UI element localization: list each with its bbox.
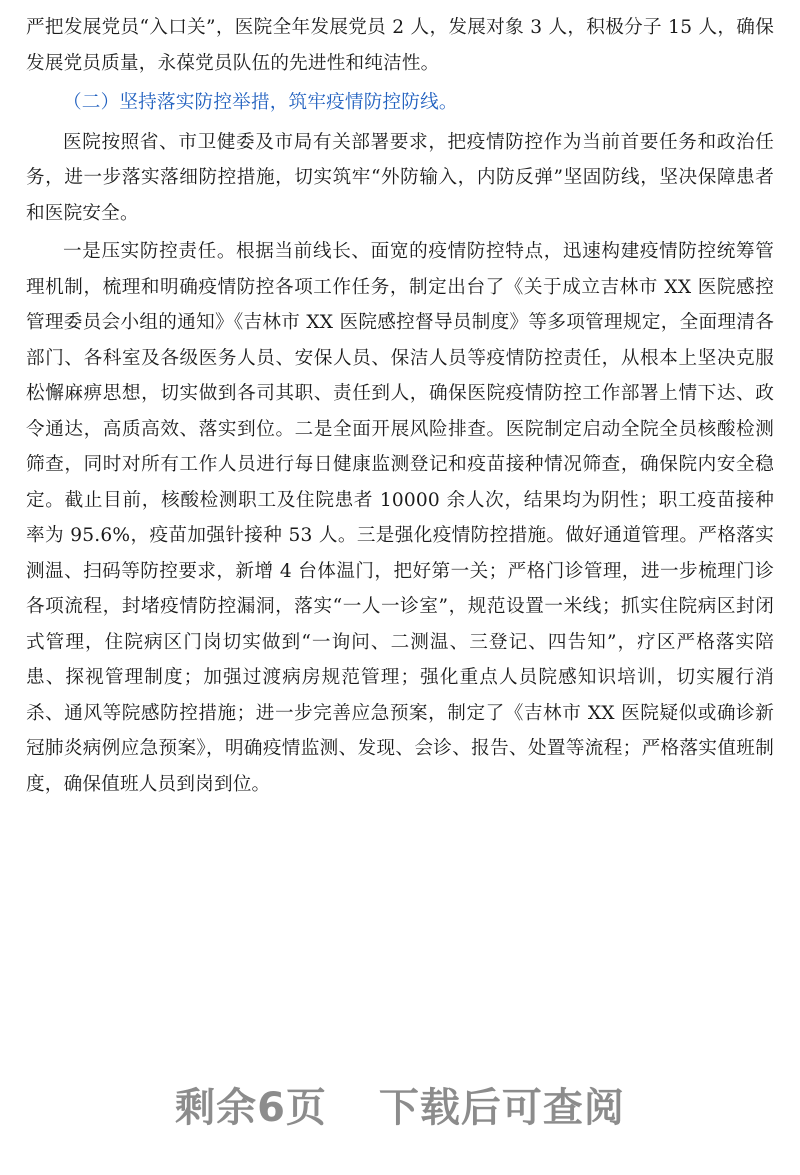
remaining-pages-label[interactable]: 剩余6页 — [175, 1084, 327, 1131]
paragraph-epidemic-measures: 一是压实防控责任。根据当前线长、面宽的疫情防控特点，迅速构建疫情防控统筹管理机制，梳理和明确疫情防控各项工作任务，制定出台了《关于成立吉林市 XX 医院感控管理委员会小组的通知》《吉林市 XX 医院感控督导员制度》等多项管理规定，全面理清各部门、各科室及各级医务人员、安保人员、保洁人员等疫情防控责任，从根本上坚决克服松懈麻痹思想，切实做到各司其职、责任到人，确保医院疫情防控工作部署上情下达、政令通达，高质高效、落实到位。二是全面开展风险排查。医院制定启动全院全员核酸检测筛查，同时对所有工作人员进行每日健康监测登记和疫苗接种情况筛查，确保院内安全稳定。截止目前，核酸检测职工及住院患者 10000 余人次，结果均为阴性；职工疫苗接种率为 95.6%，疫苗加强针接种 53 人。三是强化疫情防控措施。做好通道管理。严格落实测温、扫码等防控要求，新增 4 台体温门，把好第一关；严格门诊管理，进一步梳理门诊各项流程，封堵疫情防控漏洞，落实“一人一诊室”，规范设置一米线；抓实住院病区封闭式管理，住院病区门岗切实做到“一询问、二测温、三登记、四告知”，疗区严格落实陪患、探视管理制度；加强过渡病房规范管理；强化重点人员院感知识培训，切实履行消杀、通风等院感防控措施；进一步完善应急预案，制定了《吉林市 XX 医院疑似或确诊新冠肺炎病例应急预案》，明确疫情监测、发现、会诊、报告、处置等流程；严格落实值班制度，确保值班人员到岗到位。 — [26, 241, 774, 795]
section-heading: （二）坚持落实防控举措，筑牢疫情防控防线。 — [63, 92, 458, 113]
paragraph-party-development: 严把发展党员“入口关”，医院全年发展党员 2 人，发展对象 3 人，积极分子 15 人，确保发展党员质量，永葆党员队伍的先进性和纯洁性。 — [26, 17, 774, 74]
paragraph-epidemic-intro: 医院按照省、市卫健委及市局有关部署要求，把疫情防控作为当前首要任务和政治任务，进一步落实落细防控措施，切实筑牢“外防输入，内防反弹”坚固防线，坚决保障患者和医院安全。 — [26, 131, 774, 224]
download-to-read-label[interactable]: 下载后可查阅 — [378, 1084, 625, 1131]
preview-limit-banner[interactable] — [0, 1074, 800, 1134]
document-body — [26, 10, 774, 802]
